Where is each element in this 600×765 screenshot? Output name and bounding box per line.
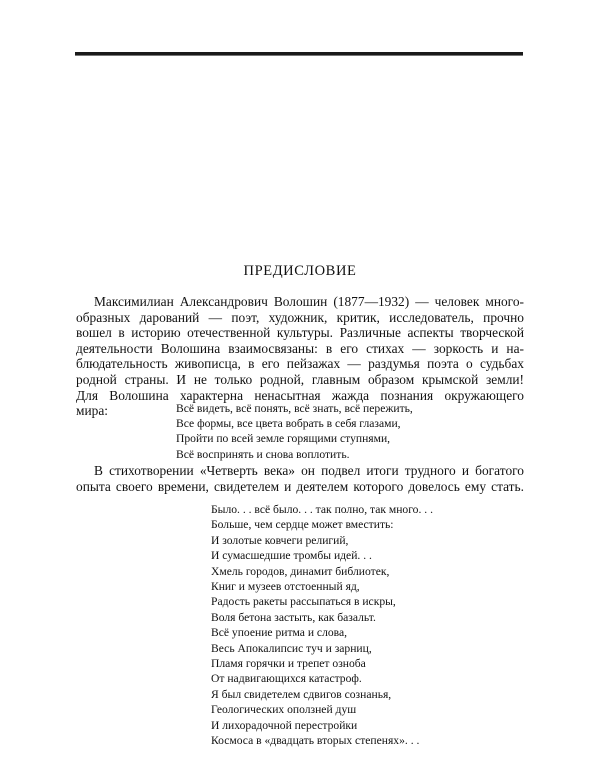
paragraph-line: родной страны. И не только родной, главным образом крымской земли! [76, 371, 524, 387]
paragraph-line: образных дарований — поэт, художник, критик, исследователь, прочно [76, 309, 524, 325]
paragraph-line: вошел в историю отечественной культуры. Различные аспекты творческой [76, 325, 524, 341]
paragraph-line: Максимилиан Александрович Волошин (1877—1932) — человек много- [94, 294, 524, 309]
verse-line: Всё упоение ритма и слова, [211, 626, 348, 640]
verse-quote-1 [176, 401, 413, 462]
top-rule [75, 52, 523, 56]
paragraph-line: Для Волошина характерна ненасытная жажда познания окружающего [76, 387, 524, 403]
verse-line: И сумасшедшие тромбы идей. . . [211, 549, 372, 563]
verse-line: Геологических оползней душ [211, 703, 357, 717]
verse-line: Было. . . всё было. . . так полно, так много. . . [211, 503, 433, 516]
verse-line: Всё воспринять и снова воплотить. [176, 447, 350, 461]
paragraph-line: В стихотворении «Четверть века» он подвел итоги трудного и богатого [94, 463, 524, 478]
verse-line: Пламя горячки и трепет озноба [211, 657, 366, 671]
paragraph-line: деятельности Волошина взаимосвязаны: в его стихах — зоркость и на- [76, 340, 524, 356]
verse-line: Воля бетона застыть, как базальт. [211, 610, 376, 624]
verse-line: Все формы, все цвета вобрать в себя глазами, [176, 417, 401, 431]
verse-line: Весь Апокалипсис туч и зарниц, [211, 641, 372, 655]
verse-line: Книг и музеев отстоенный яд, [211, 580, 360, 594]
verse-line: Всё видеть, всё понять, всё знать, всё пережить, [176, 402, 413, 415]
verse-line: Радость ракеты рассыпаться в искры, [211, 595, 396, 609]
paragraph-line: блюдательность живописца, в его пейзажах — раздумья поэта о судьбах [76, 356, 524, 372]
verse-quote-2 [211, 502, 433, 749]
verse-line: От надвигающихся катастроф. [211, 672, 362, 686]
verse-line: Пройти по всей земле горящими ступнями, [176, 432, 391, 446]
verse-line: Космоса в «двадцать вторых степенях». . . [211, 734, 420, 748]
verse-line: И золотые ковчеги религий, [211, 533, 349, 547]
paragraph-line: опыта своего времени, свидетелем и деятелем которого довелось ему стать. [76, 478, 524, 494]
page-heading: ПРЕДИСЛОВИЕ [243, 263, 357, 279]
verse-line: Я был свидетелем сдвигов сознанья, [211, 687, 392, 701]
verse-line: И лихорадочной перестройки [211, 718, 358, 732]
verse-line: Больше, чем сердце может вместить: [211, 518, 394, 532]
verse-line: Хмель городов, динамит библиотек, [211, 564, 390, 578]
preface-paragraph-2 [76, 463, 524, 494]
paragraph-line: мира: [76, 403, 108, 419]
